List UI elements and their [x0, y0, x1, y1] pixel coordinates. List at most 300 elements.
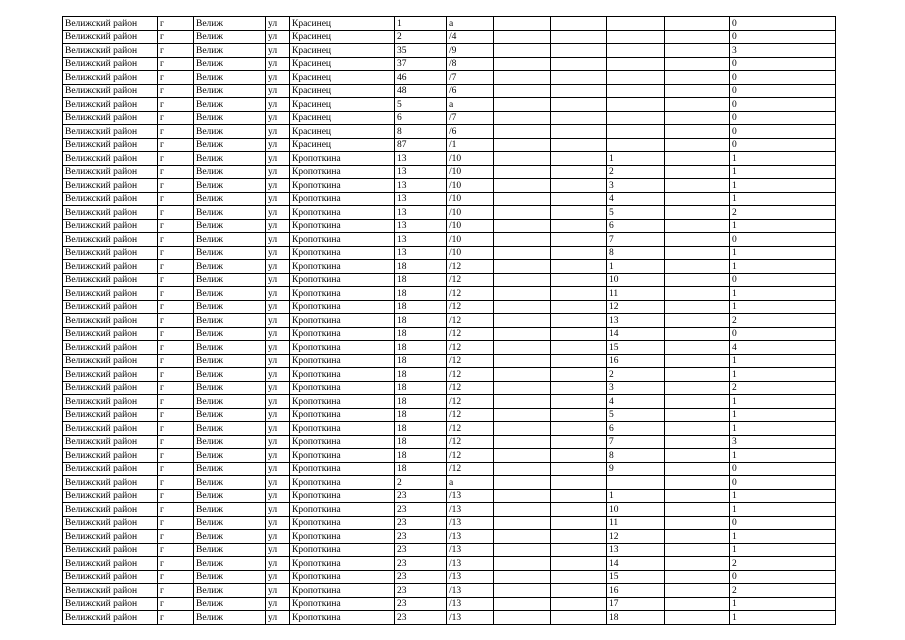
cell-col-k	[665, 341, 730, 355]
cell-street-type: ул	[266, 449, 290, 463]
cell-count: 0	[730, 17, 836, 31]
cell-house-suffix: /8	[447, 57, 494, 71]
cell-district: Велижский район	[63, 543, 158, 557]
cell-settlement-type: г	[158, 17, 194, 31]
cell-apartment: 10	[607, 273, 665, 287]
cell-col-i	[551, 57, 607, 71]
cell-district: Велижский район	[63, 192, 158, 206]
cell-street: Красинец	[290, 57, 395, 71]
cell-settlement-type: г	[158, 476, 194, 490]
cell-col-i	[551, 152, 607, 166]
cell-street: Кропоткина	[290, 597, 395, 611]
cell-street: Кропоткина	[290, 273, 395, 287]
cell-street: Кропоткина	[290, 219, 395, 233]
cell-col-k	[665, 206, 730, 220]
cell-apartment: 14	[607, 557, 665, 571]
cell-district: Велижский район	[63, 516, 158, 530]
cell-col-h	[494, 300, 551, 314]
cell-house-suffix: /12	[447, 287, 494, 301]
cell-count: 1	[730, 597, 836, 611]
cell-house-suffix: /10	[447, 219, 494, 233]
cell-district: Велижский район	[63, 570, 158, 584]
cell-col-i	[551, 341, 607, 355]
cell-settlement-type: г	[158, 516, 194, 530]
cell-apartment: 5	[607, 206, 665, 220]
cell-col-k	[665, 368, 730, 382]
cell-district: Велижский район	[63, 530, 158, 544]
cell-settlement: Велиж	[194, 368, 266, 382]
table-row	[63, 30, 836, 44]
table-row	[63, 219, 836, 233]
cell-apartment: 9	[607, 462, 665, 476]
cell-col-h	[494, 206, 551, 220]
cell-settlement: Велиж	[194, 84, 266, 98]
table-row	[63, 17, 836, 31]
cell-house-suffix: /13	[447, 597, 494, 611]
cell-col-h	[494, 408, 551, 422]
cell-count: 1	[730, 260, 836, 274]
cell-settlement: Велиж	[194, 111, 266, 125]
cell-street-type: ул	[266, 206, 290, 220]
cell-settlement-type: г	[158, 570, 194, 584]
cell-house-suffix: /13	[447, 557, 494, 571]
cell-apartment: 7	[607, 233, 665, 247]
cell-col-h	[494, 570, 551, 584]
cell-col-h	[494, 435, 551, 449]
cell-street-type: ул	[266, 570, 290, 584]
cell-district: Велижский район	[63, 233, 158, 247]
cell-house-suffix: /12	[447, 273, 494, 287]
cell-apartment: 4	[607, 395, 665, 409]
cell-street-type: ул	[266, 17, 290, 31]
cell-col-i	[551, 233, 607, 247]
cell-col-i	[551, 476, 607, 490]
cell-settlement: Велиж	[194, 179, 266, 193]
cell-col-k	[665, 422, 730, 436]
cell-house-number: 8	[395, 125, 447, 139]
cell-street-type: ул	[266, 71, 290, 85]
cell-col-k	[665, 408, 730, 422]
cell-street: Красинец	[290, 98, 395, 112]
cell-house-number: 13	[395, 246, 447, 260]
cell-col-i	[551, 219, 607, 233]
cell-house-suffix: /6	[447, 84, 494, 98]
cell-col-i	[551, 314, 607, 328]
cell-district: Велижский район	[63, 327, 158, 341]
cell-apartment: 2	[607, 368, 665, 382]
table-row	[63, 179, 836, 193]
cell-house-suffix: /12	[447, 300, 494, 314]
cell-col-k	[665, 287, 730, 301]
cell-settlement: Велиж	[194, 287, 266, 301]
cell-apartment: 12	[607, 530, 665, 544]
cell-street-type: ул	[266, 462, 290, 476]
cell-apartment: 12	[607, 300, 665, 314]
cell-settlement-type: г	[158, 233, 194, 247]
cell-settlement: Велиж	[194, 30, 266, 44]
cell-col-k	[665, 111, 730, 125]
cell-settlement: Велиж	[194, 597, 266, 611]
cell-col-i	[551, 179, 607, 193]
cell-col-k	[665, 125, 730, 139]
cell-settlement: Велиж	[194, 206, 266, 220]
cell-settlement: Велиж	[194, 611, 266, 625]
cell-settlement-type: г	[158, 449, 194, 463]
cell-col-h	[494, 44, 551, 58]
cell-apartment	[607, 125, 665, 139]
cell-district: Велижский район	[63, 341, 158, 355]
cell-col-i	[551, 489, 607, 503]
cell-house-number: 18	[395, 435, 447, 449]
cell-district: Велижский район	[63, 314, 158, 328]
cell-col-k	[665, 219, 730, 233]
cell-settlement-type: г	[158, 489, 194, 503]
cell-street-type: ул	[266, 395, 290, 409]
cell-district: Велижский район	[63, 165, 158, 179]
cell-col-i	[551, 98, 607, 112]
cell-col-h	[494, 611, 551, 625]
cell-street: Кропоткина	[290, 449, 395, 463]
cell-house-number: 23	[395, 489, 447, 503]
cell-settlement-type: г	[158, 273, 194, 287]
cell-house-suffix: /13	[447, 611, 494, 625]
cell-district: Велижский район	[63, 449, 158, 463]
cell-district: Велижский район	[63, 219, 158, 233]
cell-district: Велижский район	[63, 44, 158, 58]
table-row	[63, 314, 836, 328]
table-row	[63, 408, 836, 422]
cell-col-i	[551, 422, 607, 436]
cell-settlement-type: г	[158, 44, 194, 58]
table-row	[63, 543, 836, 557]
cell-col-k	[665, 17, 730, 31]
cell-count: 1	[730, 422, 836, 436]
cell-settlement: Велиж	[194, 395, 266, 409]
cell-house-suffix: /4	[447, 30, 494, 44]
cell-settlement-type: г	[158, 368, 194, 382]
table-row	[63, 273, 836, 287]
table-row	[63, 381, 836, 395]
cell-settlement: Велиж	[194, 449, 266, 463]
cell-count: 0	[730, 71, 836, 85]
cell-col-i	[551, 165, 607, 179]
cell-district: Велижский район	[63, 246, 158, 260]
table-row	[63, 570, 836, 584]
cell-count: 1	[730, 503, 836, 517]
cell-street: Красинец	[290, 125, 395, 139]
cell-col-h	[494, 246, 551, 260]
cell-count: 2	[730, 381, 836, 395]
cell-apartment: 11	[607, 287, 665, 301]
cell-settlement: Велиж	[194, 192, 266, 206]
cell-settlement: Велиж	[194, 125, 266, 139]
cell-district: Велижский район	[63, 584, 158, 598]
cell-col-k	[665, 327, 730, 341]
cell-settlement: Велиж	[194, 570, 266, 584]
cell-settlement: Велиж	[194, 71, 266, 85]
table-row	[63, 98, 836, 112]
table-row	[63, 71, 836, 85]
cell-house-suffix: /10	[447, 152, 494, 166]
cell-col-i	[551, 125, 607, 139]
cell-house-suffix: /13	[447, 503, 494, 517]
cell-settlement-type: г	[158, 341, 194, 355]
cell-house-number: 18	[395, 341, 447, 355]
cell-district: Велижский район	[63, 435, 158, 449]
cell-col-h	[494, 327, 551, 341]
cell-col-h	[494, 260, 551, 274]
cell-street-type: ул	[266, 503, 290, 517]
cell-count: 1	[730, 192, 836, 206]
cell-col-h	[494, 476, 551, 490]
cell-col-k	[665, 246, 730, 260]
cell-street: Кропоткина	[290, 314, 395, 328]
cell-col-i	[551, 30, 607, 44]
cell-col-k	[665, 192, 730, 206]
cell-col-i	[551, 368, 607, 382]
cell-col-k	[665, 462, 730, 476]
cell-street: Кропоткина	[290, 476, 395, 490]
cell-house-number: 87	[395, 138, 447, 152]
cell-street: Красинец	[290, 44, 395, 58]
table-row	[63, 422, 836, 436]
cell-house-suffix: /9	[447, 44, 494, 58]
cell-house-suffix: /12	[447, 314, 494, 328]
cell-street-type: ул	[266, 179, 290, 193]
cell-col-i	[551, 138, 607, 152]
cell-street-type: ул	[266, 152, 290, 166]
cell-street-type: ул	[266, 246, 290, 260]
cell-street: Кропоткина	[290, 287, 395, 301]
cell-street-type: ул	[266, 273, 290, 287]
table-row	[63, 354, 836, 368]
cell-settlement: Велиж	[194, 138, 266, 152]
cell-house-number: 18	[395, 462, 447, 476]
cell-col-i	[551, 44, 607, 58]
cell-settlement: Велиж	[194, 98, 266, 112]
cell-settlement: Велиж	[194, 503, 266, 517]
cell-district: Велижский район	[63, 152, 158, 166]
cell-col-h	[494, 368, 551, 382]
cell-house-suffix: /6	[447, 125, 494, 139]
table-row	[63, 44, 836, 58]
cell-col-k	[665, 354, 730, 368]
cell-house-suffix: /13	[447, 570, 494, 584]
cell-col-h	[494, 233, 551, 247]
cell-house-suffix: а	[447, 17, 494, 31]
cell-apartment: 8	[607, 246, 665, 260]
table-row	[63, 516, 836, 530]
table-row	[63, 462, 836, 476]
cell-house-number: 37	[395, 57, 447, 71]
cell-col-k	[665, 98, 730, 112]
cell-settlement-type: г	[158, 543, 194, 557]
cell-count: 0	[730, 476, 836, 490]
cell-apartment: 2	[607, 165, 665, 179]
cell-district: Велижский район	[63, 273, 158, 287]
cell-street: Кропоткина	[290, 489, 395, 503]
cell-count: 1	[730, 300, 836, 314]
cell-settlement-type: г	[158, 597, 194, 611]
cell-count: 1	[730, 449, 836, 463]
cell-district: Велижский район	[63, 381, 158, 395]
cell-apartment: 15	[607, 341, 665, 355]
cell-house-number: 2	[395, 476, 447, 490]
cell-district: Велижский район	[63, 111, 158, 125]
table-row	[63, 530, 836, 544]
cell-settlement: Велиж	[194, 543, 266, 557]
cell-apartment: 6	[607, 422, 665, 436]
cell-count: 0	[730, 138, 836, 152]
cell-house-suffix: /12	[447, 462, 494, 476]
cell-settlement-type: г	[158, 138, 194, 152]
cell-house-suffix: /7	[447, 111, 494, 125]
cell-street: Красинец	[290, 71, 395, 85]
cell-col-i	[551, 71, 607, 85]
cell-street-type: ул	[266, 341, 290, 355]
cell-apartment: 3	[607, 381, 665, 395]
cell-house-number: 18	[395, 354, 447, 368]
cell-street-type: ул	[266, 611, 290, 625]
cell-street-type: ул	[266, 557, 290, 571]
cell-house-suffix: /12	[447, 449, 494, 463]
cell-col-k	[665, 314, 730, 328]
cell-col-i	[551, 408, 607, 422]
cell-street-type: ул	[266, 260, 290, 274]
cell-street: Кропоткина	[290, 300, 395, 314]
cell-col-i	[551, 246, 607, 260]
cell-count: 0	[730, 462, 836, 476]
cell-col-k	[665, 530, 730, 544]
cell-house-suffix: /13	[447, 530, 494, 544]
cell-district: Велижский район	[63, 368, 158, 382]
cell-house-number: 18	[395, 300, 447, 314]
cell-settlement-type: г	[158, 314, 194, 328]
cell-house-number: 48	[395, 84, 447, 98]
cell-count: 1	[730, 408, 836, 422]
cell-count: 3	[730, 44, 836, 58]
cell-col-k	[665, 476, 730, 490]
cell-street-type: ул	[266, 422, 290, 436]
cell-count: 1	[730, 611, 836, 625]
cell-col-k	[665, 233, 730, 247]
cell-settlement-type: г	[158, 557, 194, 571]
cell-apartment	[607, 71, 665, 85]
cell-col-i	[551, 530, 607, 544]
cell-count: 1	[730, 489, 836, 503]
cell-apartment: 1	[607, 489, 665, 503]
table-row	[63, 435, 836, 449]
cell-col-k	[665, 138, 730, 152]
cell-col-h	[494, 179, 551, 193]
cell-col-i	[551, 17, 607, 31]
cell-count: 0	[730, 98, 836, 112]
cell-apartment: 16	[607, 354, 665, 368]
cell-street: Кропоткина	[290, 368, 395, 382]
table-row	[63, 206, 836, 220]
cell-col-i	[551, 584, 607, 598]
cell-street: Кропоткина	[290, 233, 395, 247]
cell-district: Велижский район	[63, 300, 158, 314]
cell-settlement-type: г	[158, 57, 194, 71]
cell-col-i	[551, 287, 607, 301]
cell-col-k	[665, 84, 730, 98]
cell-house-number: 23	[395, 516, 447, 530]
table-row	[63, 165, 836, 179]
cell-house-suffix: /12	[447, 422, 494, 436]
cell-house-suffix: /1	[447, 138, 494, 152]
cell-house-number: 23	[395, 530, 447, 544]
table-row	[63, 368, 836, 382]
cell-house-number: 46	[395, 71, 447, 85]
cell-district: Велижский район	[63, 489, 158, 503]
cell-house-number: 13	[395, 192, 447, 206]
cell-house-number: 13	[395, 179, 447, 193]
cell-col-i	[551, 192, 607, 206]
cell-col-k	[665, 449, 730, 463]
table-row	[63, 125, 836, 139]
cell-col-k	[665, 584, 730, 598]
cell-street-type: ул	[266, 233, 290, 247]
cell-street-type: ул	[266, 368, 290, 382]
cell-house-suffix: /10	[447, 246, 494, 260]
cell-col-i	[551, 449, 607, 463]
cell-count: 1	[730, 543, 836, 557]
cell-count: 2	[730, 557, 836, 571]
table-body	[63, 17, 836, 625]
cell-col-k	[665, 570, 730, 584]
cell-street-type: ул	[266, 381, 290, 395]
cell-col-i	[551, 516, 607, 530]
cell-district: Велижский район	[63, 84, 158, 98]
table-row	[63, 152, 836, 166]
cell-street-type: ул	[266, 84, 290, 98]
cell-count: 2	[730, 206, 836, 220]
cell-col-h	[494, 98, 551, 112]
cell-apartment	[607, 44, 665, 58]
cell-count: 1	[730, 219, 836, 233]
cell-district: Велижский район	[63, 138, 158, 152]
cell-count: 0	[730, 233, 836, 247]
cell-apartment	[607, 98, 665, 112]
cell-col-k	[665, 179, 730, 193]
cell-col-i	[551, 462, 607, 476]
cell-count: 0	[730, 84, 836, 98]
table-row	[63, 584, 836, 598]
cell-settlement-type: г	[158, 84, 194, 98]
cell-apartment	[607, 476, 665, 490]
cell-district: Велижский район	[63, 503, 158, 517]
cell-col-h	[494, 287, 551, 301]
cell-street: Кропоткина	[290, 516, 395, 530]
cell-apartment	[607, 84, 665, 98]
table-row	[63, 111, 836, 125]
cell-house-suffix: /12	[447, 408, 494, 422]
cell-street-type: ул	[266, 57, 290, 71]
cell-settlement-type: г	[158, 395, 194, 409]
cell-settlement: Велиж	[194, 584, 266, 598]
cell-house-suffix: /10	[447, 233, 494, 247]
table-row	[63, 341, 836, 355]
cell-settlement-type: г	[158, 125, 194, 139]
cell-apartment: 6	[607, 219, 665, 233]
cell-street: Кропоткина	[290, 543, 395, 557]
cell-col-h	[494, 597, 551, 611]
cell-settlement-type: г	[158, 584, 194, 598]
cell-col-k	[665, 516, 730, 530]
cell-district: Велижский район	[63, 408, 158, 422]
cell-settlement-type: г	[158, 462, 194, 476]
